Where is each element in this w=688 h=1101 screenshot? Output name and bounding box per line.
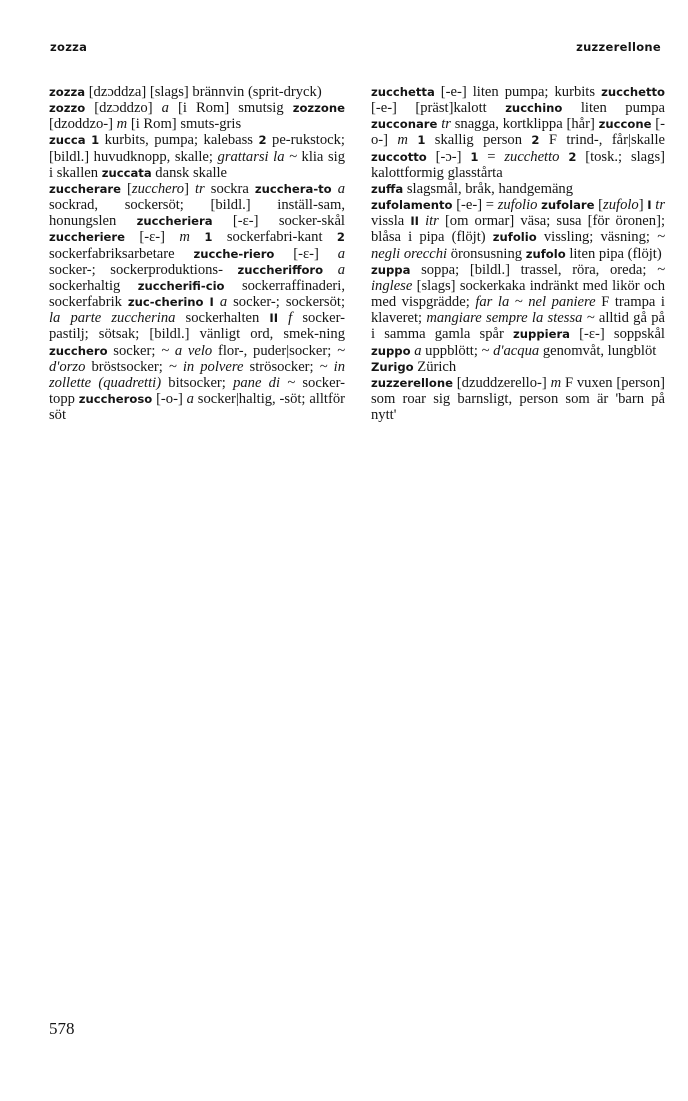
dictionary-entry (371, 375, 665, 423)
bold-term: zucconare (371, 117, 438, 132)
dictionary-entry (49, 132, 345, 180)
bold-term: I (647, 198, 652, 213)
italic-text: ~ in polvere (168, 358, 244, 375)
entry-text: vissling; väsning; (536, 229, 658, 246)
entry-text: ] (638, 197, 648, 214)
italic-text: zucchetto (504, 148, 560, 165)
entry-text: [ (594, 197, 604, 214)
entry-text: [-ɔ-] (426, 148, 471, 165)
entry-text (190, 229, 204, 245)
entry-text: genomvåt, lungblöt (539, 342, 657, 359)
entry-text: sockerhaltig (49, 277, 138, 294)
italic-text: ~ d'acqua (481, 342, 540, 359)
entry-text: [-o-] (152, 390, 187, 407)
page-number: 578 (49, 1019, 75, 1038)
bold-term: zuccotto (371, 149, 427, 164)
entry-text: uppblött; (421, 342, 482, 359)
entry-text: sockra (204, 180, 255, 197)
entry-text: = (478, 148, 505, 165)
entry-text: [dzuddzerello-] (452, 374, 551, 391)
dictionary-entry (49, 181, 345, 423)
bold-term: 2 (531, 133, 540, 148)
entry-text (323, 262, 338, 278)
headword: zuppa (371, 262, 411, 277)
italic-text: a (161, 100, 169, 117)
italic-text: zufolio (497, 197, 538, 214)
entry-text: soppa; [bildl.] trassel, röra, oreda; (410, 261, 658, 278)
entry-text: bitsocker; (161, 374, 234, 391)
entry-text: F trampa i klaveret; (371, 294, 665, 327)
headword: zuffa (371, 181, 404, 196)
bold-term: zuppo (371, 343, 411, 358)
entry-text: sockerfabri-kant (212, 229, 337, 246)
entry-text: vissla (371, 213, 411, 230)
italic-text: a (186, 390, 194, 407)
entry-text: sockerraffinaderi, sockerfabrik (49, 277, 345, 311)
dictionary-entry (49, 84, 345, 100)
bold-term: zuccheriera (136, 214, 213, 229)
entry-text: socker-; sockerproduktions- (49, 261, 238, 278)
entry-text: F vuxen [person] som roar sig barnsligt, person som är 'barn på nytt' (371, 374, 665, 424)
entry-text: [om ormar] väsa; susa [för öronen]; blåsa i pipa (flöjt) (371, 213, 665, 246)
entry-text: socker-topp (49, 374, 345, 407)
entry-text: socker-pastilj; sötsak; [bildl.] vänligt ord, smek-ning (49, 310, 346, 343)
italic-text: grattarsi la ~ (217, 148, 297, 165)
left-guide-word: zozza (50, 40, 88, 54)
bold-term: zuccheroso (78, 391, 153, 406)
bold-term: zuccone (598, 117, 652, 132)
italic-text: m (550, 374, 562, 391)
bold-term: 2 (568, 149, 577, 164)
italic-text: far la ~ nel paniere (475, 294, 596, 311)
bold-term: 2 (258, 133, 267, 148)
entry-text: socker; (107, 342, 162, 359)
entry-text: klia sig i skallen (49, 148, 345, 181)
right-column (371, 84, 665, 423)
entry-text: F trind-, får|skalle (539, 132, 665, 149)
entry-text: flor-, puder|socker; (212, 342, 338, 359)
bold-term: zufolo (525, 246, 566, 261)
entry-text: [-o-] (371, 116, 666, 149)
dictionary-entry (371, 359, 665, 375)
italic-text: zufolo (603, 197, 639, 214)
entry-text: [i Rom] smuts-gris (127, 116, 242, 133)
bold-term: 1 (204, 230, 213, 245)
entry-text: snagga, kortklippa [hår] (450, 116, 599, 133)
bold-term: zuccheriere (49, 230, 125, 245)
italic-text: a (337, 180, 346, 197)
entry-text (408, 132, 417, 148)
headword: zuzzerellone (371, 375, 453, 390)
bold-term: zozzone (292, 101, 346, 116)
headword: zucca (49, 133, 86, 148)
bold-term: zufolare (541, 198, 595, 213)
entry-text: sockrad, sockersöt; [bildl.] inställ-sam, honungslen (49, 197, 345, 230)
bold-term: 1 (470, 149, 479, 164)
bold-term: 1 (417, 133, 426, 148)
entry-text: [-e-] = (452, 197, 498, 214)
italic-text: zucchero (131, 180, 185, 197)
bold-term: 2 (336, 230, 345, 245)
entry-text: [-e-] liten pumpa; kurbits (434, 84, 602, 100)
bold-term: zucchetto (601, 85, 665, 99)
italic-text: a (414, 342, 422, 359)
italic-text: tr (441, 116, 451, 133)
right-guide-word: zuzzerellone (576, 40, 661, 54)
bold-term: zuc-cherino (127, 295, 204, 310)
entry-text: bröstsocker; (85, 358, 169, 375)
dictionary-entry (371, 84, 665, 181)
italic-text: m (179, 229, 190, 246)
italic-text: a (337, 245, 345, 262)
italic-text: mangiare sempre la stessa ~ (426, 310, 595, 327)
entry-text: öronsusning (447, 245, 526, 262)
entry-text: alltid gå på i samma gamla spår (371, 310, 666, 343)
headword: zufolamento (371, 198, 453, 213)
bold-term: zufolio (492, 230, 537, 245)
entry-text: sockerfabriksarbetare (49, 245, 194, 262)
entry-text: pe-rukstock; [bildl.] huvudknopp, skalle; (49, 132, 345, 165)
entry-text: strösocker; (243, 358, 320, 375)
italic-text: la parte zuccherina (49, 310, 176, 327)
entry-text: socker-; sockersöt; (227, 294, 345, 311)
entry-text: skallig person (425, 132, 532, 149)
entry-text: [-ɛ-] (274, 245, 338, 262)
entry-text: Zürich (413, 358, 457, 375)
dictionary-entry (371, 197, 665, 262)
entry-text: slagsmål, bråk, handgemäng (403, 180, 574, 197)
bold-term: zuccherifforo (237, 262, 324, 277)
italic-text: ~ negli orecchi (371, 229, 665, 262)
headword: zuccherare (49, 181, 121, 196)
entry-text: [i Rom] smutsig (168, 100, 293, 117)
entry-text: liten pumpa (562, 100, 665, 117)
italic-text: tr (655, 197, 666, 214)
italic-text: itr (425, 213, 439, 230)
italic-text: ~ d'orzo (49, 342, 345, 375)
italic-text: ~ a velo (161, 342, 213, 359)
italic-text: pane di ~ (233, 374, 296, 391)
entry-text: dansk skalle (151, 164, 228, 181)
italic-text: a (337, 261, 345, 278)
bold-term: zuccata (101, 165, 152, 180)
entry-text: [dzɔddzo] (85, 100, 162, 117)
bold-term: zucchino (505, 101, 563, 116)
headword: zozzo (49, 101, 86, 116)
bold-term: I (209, 295, 214, 310)
entry-text: [-e-] [präst]kalott (371, 100, 506, 117)
headword: zucchetta (371, 85, 435, 99)
entry-text: [ (121, 180, 132, 197)
entry-text: liten pipa (flöjt) (565, 245, 662, 262)
bold-term: zuccherifi-cio (137, 278, 225, 293)
italic-text: a (219, 294, 228, 311)
dictionary-entry (49, 100, 345, 132)
entry-text: socker|haltig, -söt; alltför söt (49, 390, 345, 424)
dictionary-entry (371, 262, 665, 359)
bold-term: 1 (91, 133, 100, 148)
entry-text: [dzoddzo-] (49, 116, 117, 133)
italic-text: m (116, 116, 128, 133)
bold-term: zucche-riero (193, 246, 275, 261)
entry-text: sockerhalten (175, 310, 270, 327)
bold-term: zucchero (49, 343, 108, 358)
bold-term: II (410, 214, 419, 229)
left-column (49, 84, 345, 423)
entry-text: [-ɛ-] (125, 229, 180, 246)
bold-term: II (269, 311, 279, 326)
headword: zozza (49, 85, 86, 99)
entry-text (559, 149, 568, 165)
entry-text: [tosk.; slags] kalottformig glasstårta (371, 148, 665, 181)
italic-text: tr (194, 180, 205, 197)
entry-text: ] (184, 180, 195, 197)
italic-text: ~ in zollette (quadretti) (49, 358, 345, 391)
italic-text: f (288, 310, 293, 327)
entry-text: [-ɛ-] socker-skål (212, 213, 345, 230)
entry-text: [-ɛ-] soppskål (570, 326, 665, 343)
entry-text: [dzɔddza] [slags] brännvin (sprit-dryck) (85, 84, 322, 100)
bold-term: zuppiera (513, 327, 571, 342)
italic-text: ~ inglese (371, 261, 665, 294)
entry-text: [slags] sockerkaka indränkt med likör och med vispgrädde; (371, 277, 665, 311)
entry-text (278, 310, 288, 326)
entry-text: kurbits, pumpa; kalebass (99, 132, 259, 149)
headword: Zurigo (371, 359, 414, 374)
dictionary-entry (371, 181, 665, 197)
italic-text: m (397, 132, 408, 149)
bold-term: zucchera-to (254, 181, 332, 196)
